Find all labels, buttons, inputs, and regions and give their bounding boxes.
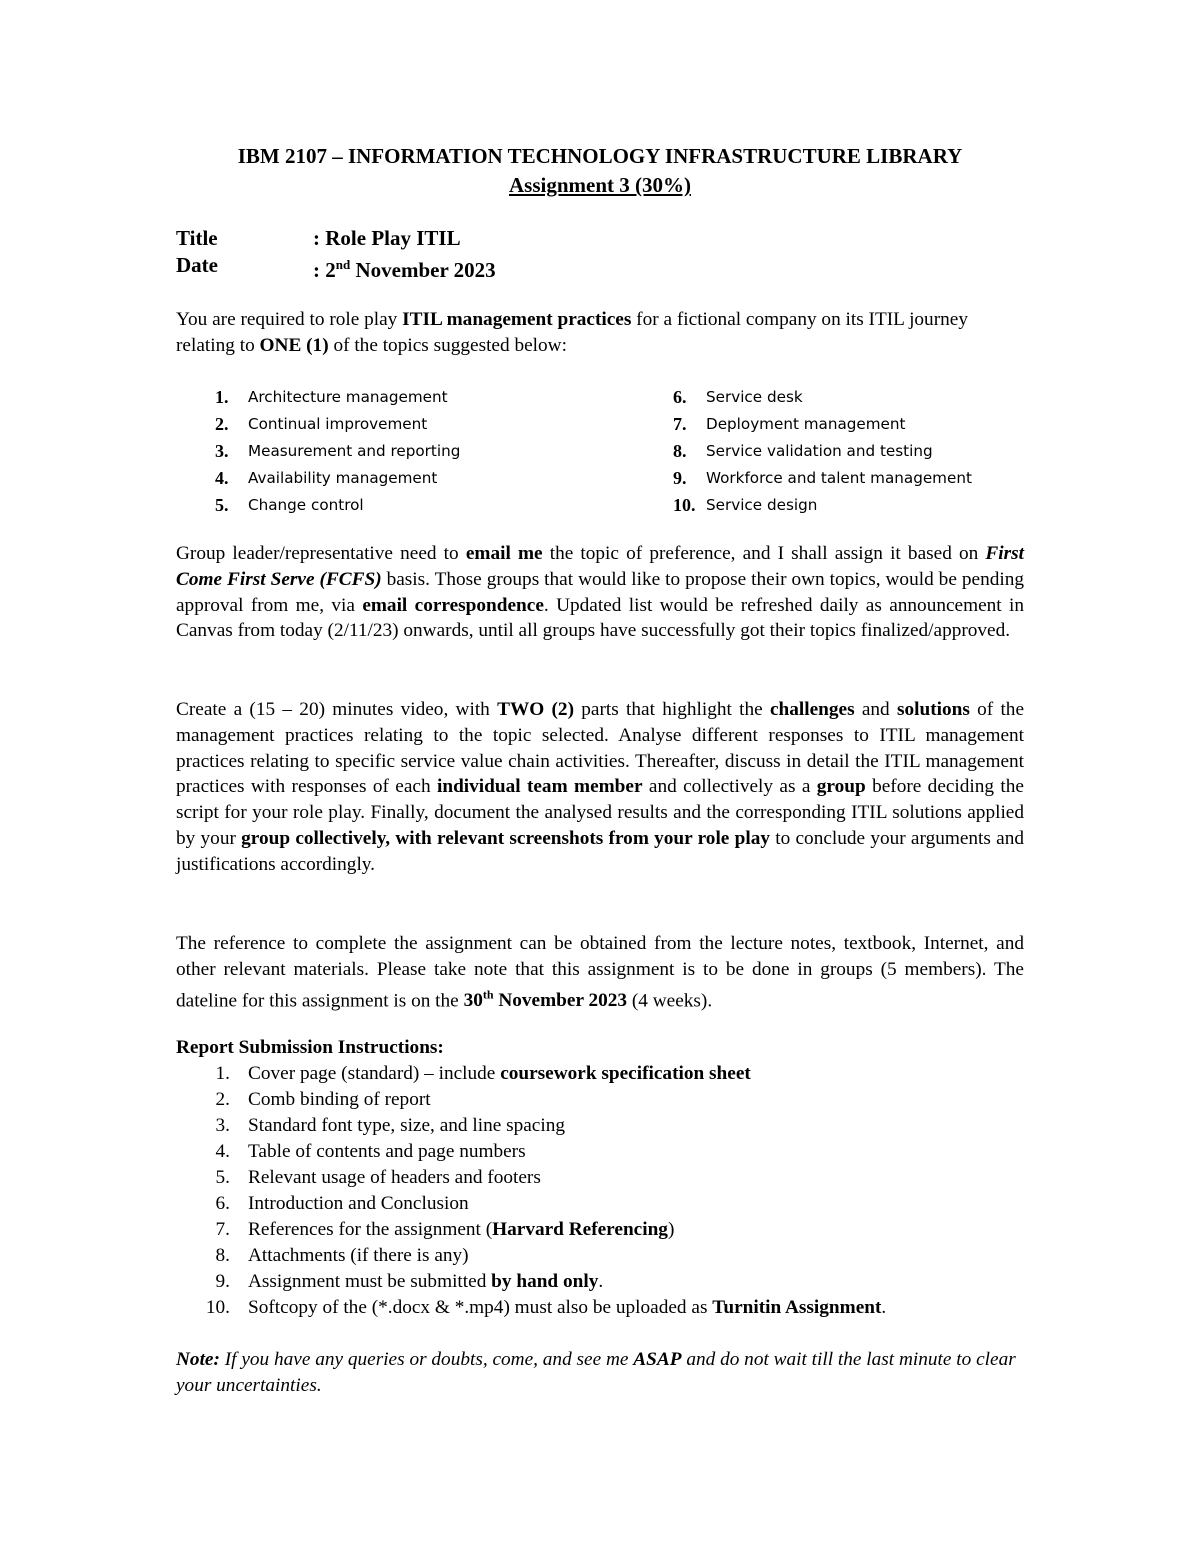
reference-deadline-paragraph: The reference to complete the assignment can be obtained from the lecture notes, textbook, Internet, and other relevant materials. Please take note that this assignment is to be done in groups (5 members). The dateline for this assignment is on the 30th November 2023 (4 weeks).: [176, 933, 1024, 1012]
list-item: 9. Assignment must be submitted by hand only.: [215, 1271, 604, 1292]
list-item: 5. Relevant usage of headers and footers: [215, 1167, 541, 1188]
instructions-heading: Report Submission Instructions:: [176, 1037, 444, 1058]
date-value: : 2nd November 2023: [313, 257, 496, 282]
instructions-list: [176, 1061, 1036, 1321]
note-paragraph: Note: If you have any queries or doubts, come, and see me ASAP and do not wait till the last minute to clear your uncertainties.: [176, 1349, 1016, 1396]
video-task-paragraph: Create a (15 – 20) minutes video, with TWO (2) parts that highlight the challenges and solutions of the management practices relating to the topic selected. Analyse different responses to ITIL management practices relating to specific service value chain activities. Thereafter, discuss in detail the ITIL management practices with responses of each individual team member and collectively as a group before deciding the script for your role play. Finally, document the analysed results and the corresponding ITIL solutions applied by your group collectively, with relevant screenshots from your role play to conclude your arguments and justifications accordingly.: [176, 699, 1025, 875]
list-item: 2. Comb binding of report: [215, 1089, 431, 1110]
title-label: Title: [176, 226, 218, 250]
list-item: 7. References for the assignment (Harvard Referencing): [215, 1219, 675, 1240]
intro-paragraph: You are required to role play ITIL management practices for a fictional company on its ITIL journey relating to ONE (1) of the topics suggested below:: [176, 309, 968, 356]
list-item: 1. Cover page (standard) – include coursework specification sheet: [215, 1063, 751, 1084]
list-item: 8. Attachments (if there is any): [215, 1245, 469, 1266]
list-item: 6. Introduction and Conclusion: [215, 1193, 469, 1214]
assignment-subtitle: Assignment 3 (30%): [509, 173, 691, 197]
document-page: IBM 2107 – INFORMATION TECHNOLOGY INFRASTRUCTURE LIBRARY Assignment 3 (30%) Title : Role Play ITIL Date : 2nd November 2023 You are required to role play ITIL management practices for a fictional company on its ITIL journey relating to ONE (1) of the topics suggested below: 1. Architecture management 2. Continual improvement 3. Measurement and reporting 4. Availability management 5. Change control 6. Service desk 7. Deployment management 8. Service validation and testing 9. Workforce and talent management 10. Service design Group leader/representative need to email me the topic of preference, and I shall assign it based on First Come First Serve (FCFS) basis. Those groups that would like to propose their own topics, would be pending approval from me, via email correspondence. Updated list would be refreshed daily as announcement in Canvas from today (2/11/23) onwards, until all groups have successfully got their topics finalized/approved. Create a (15 – 20) minutes video, with TWO (2) parts that highlight the challenges and solutions of the management practices relating to the topic selected. Analyse different responses to ITIL management practices relating to specific service value chain activities. Thereafter, discuss in detail the ITIL management practices with responses of each individual team member and collectively as a group before deciding the script for your role play. Finally, document the analysed results and the corresponding ITIL solutions applied by your group collectively, with relevant screenshots from your role play to conclude your arguments and justifications accordingly. The reference to complete the assignment can be obtained from the lecture notes, textbook, Internet, and other relevant materials. Please take note that this assignment is to be done in groups (5 members). The dateline for this assignment is on the 30th November 2023 (4 weeks). Report Submission Instructions: 1. Cover page (standard) – include coursework specification sheet 2. Comb binding of report 3. Standard font type, size, and line spacing 4. Table of contents and page numbers 5. Relevant usage of headers and footers 6. Introduction and Conclusion 7. References for the assignment (Harvard Referencing) 8. Attachments (if there is any) 9. Assignment must be submitted by hand only. 10. Softcopy of the (*.docx & *.mp4) must also be uploaded as Turnitin Assignment. Note: If you have any queries or doubts, come, and see me ASAP and do not wait till the last minute to clear your uncertainties.: [0, 0, 1200, 1553]
title-value: : Role Play ITIL: [313, 226, 461, 250]
date-label: Date: [176, 253, 218, 277]
document-title: IBM 2107 – INFORMATION TECHNOLOGY INFRASTRUCTURE LIBRARY: [237, 144, 963, 168]
list-item: 3. Standard font type, size, and line spacing: [215, 1115, 565, 1136]
list-item: 10. Softcopy of the (*.docx & *.mp4) must also be uploaded as Turnitin Assignment.: [205, 1297, 887, 1318]
topic-selection-paragraph: Group leader/representative need to email me the topic of preference, and I shall assign it based on First Come First Serve (FCFS) basis. Those groups that would like to propose their own topics, would be pending approval from me, via email correspondence. Updated list would be refreshed daily as announcement in Canvas from today (2/11/23) onwards, until all groups have successfully got their topics finalized/approved.: [176, 543, 1025, 642]
list-item: 4. Table of contents and page numbers: [215, 1141, 526, 1162]
